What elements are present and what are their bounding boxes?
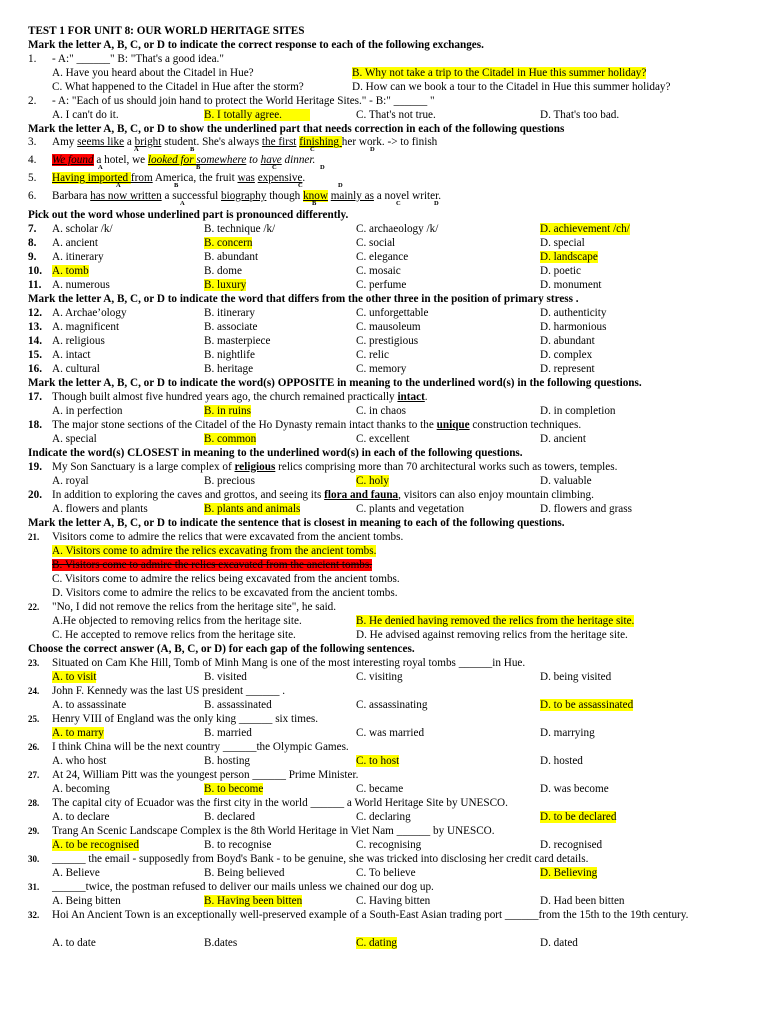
question-number: 26. <box>28 742 40 752</box>
option-b[interactable]: B. associate <box>204 321 258 333</box>
gap-question-list <box>28 656 740 950</box>
question-stem: ______ the email - supposedly from Boyd's Bank - to be genuine, she was tricked into disclosing her credit card details. <box>52 853 589 865</box>
option-a[interactable]: A. to date <box>52 937 96 949</box>
options-29 <box>28 838 740 852</box>
options-1-row1 <box>28 66 740 80</box>
question-number: 8. <box>28 237 37 249</box>
question-stem: Henry VIII of England was the only king ______ six times. <box>52 713 319 725</box>
option-a[interactable]: A. religious <box>52 335 105 347</box>
options-17 <box>28 404 740 418</box>
option-b-correct[interactable]: B. He denied having removed the relics from the heritage site. <box>356 615 635 627</box>
option-d[interactable]: D. in completion <box>540 405 616 417</box>
tag-b: B <box>312 200 317 207</box>
option-c[interactable]: C. memory <box>356 363 407 375</box>
option-d[interactable]: D. flowers and grass <box>540 503 632 515</box>
options-30 <box>28 866 740 880</box>
instruction-opposite: Mark the letter A, B, C, or D to indicate the word(s) OPPOSITE in meaning to the underlined word(s) in the following questions. <box>28 377 642 389</box>
option-c-correct[interactable]: C. holy <box>356 475 389 487</box>
question-stem: - A:" ______" B: "That's a good idea." <box>52 53 224 65</box>
target-word: intact <box>397 391 425 403</box>
option-a-correct[interactable]: A. to marry <box>52 727 104 739</box>
part-d-correct[interactable]: finishing <box>299 136 342 148</box>
instruction-exchanges: Mark the letter A, B, C, or D to indicate the correct response to each of the following exchanges. <box>28 39 484 51</box>
option-d[interactable]: D. poetic <box>540 265 582 277</box>
question-12 <box>28 306 740 320</box>
question-30 <box>28 852 740 866</box>
option-b[interactable]: B. hosting <box>204 755 251 767</box>
question-stem: John F. Kennedy was the last US president ______ . <box>52 685 286 697</box>
part-c[interactable]: was <box>237 172 255 184</box>
option-d[interactable]: D. valuable <box>540 475 592 487</box>
question-21 <box>28 530 740 544</box>
option-c[interactable]: C. elegance <box>356 251 409 263</box>
question-number: 28. <box>28 798 40 808</box>
option-b[interactable]: B. masterpiece <box>204 335 271 347</box>
option-b[interactable]: B.dates <box>204 937 238 949</box>
option-d[interactable]: D. monument <box>540 279 602 291</box>
tag-c: C <box>310 146 315 153</box>
question-number: 17. <box>28 391 42 403</box>
options-18 <box>28 432 740 446</box>
question-number: 32. <box>28 910 40 920</box>
question-18: 18. The major stone sections of the Citadel of the Ho Dynasty remain intact thanks to the unique construction techniques. <box>28 419 582 431</box>
option-c[interactable]: C. That's not true. <box>356 109 436 121</box>
question-number: 16. <box>28 363 42 375</box>
option-d-correct[interactable]: D. achievement /ch/ <box>540 223 630 235</box>
options-27 <box>28 782 740 796</box>
question-number: 6. <box>28 190 37 202</box>
option-a[interactable]: A. flowers and plants <box>52 503 148 515</box>
option-c[interactable]: C. To believe <box>356 867 416 879</box>
option-b[interactable]: B. Visitors come to admire the relics excavated from the ancient tombs. <box>52 559 373 571</box>
part-b[interactable]: from <box>130 172 153 184</box>
tag-b: B <box>196 164 201 171</box>
question-22 <box>28 600 740 614</box>
tag-d: D <box>320 164 325 171</box>
instruction-gap: Choose the correct answer (A, B, C, or D) for each gap of the following sentences. <box>28 643 415 655</box>
option-d[interactable]: D. being visited <box>540 671 612 683</box>
option-d[interactable]: D. represent <box>540 363 595 375</box>
option-b-correct[interactable]: B. plants and animals <box>204 503 301 515</box>
tag-a: A <box>98 164 103 171</box>
question-number: 12. <box>28 307 42 319</box>
option-a[interactable]: A. cultural <box>52 363 100 375</box>
question-29 <box>28 824 740 838</box>
option-d-correct[interactable]: D. landscape <box>540 251 598 263</box>
option-b[interactable]: B. itinerary <box>204 307 255 319</box>
option-c[interactable]: C. unforgettable <box>356 307 429 319</box>
option-a[interactable]: A. I can't do it. <box>52 109 119 121</box>
question-number: 13. <box>28 321 42 333</box>
question-1 <box>28 52 740 66</box>
option-c[interactable]: C. visiting <box>356 671 403 683</box>
tag-d: D <box>338 182 343 189</box>
option-b[interactable]: B. abundant <box>204 251 259 263</box>
question-number: 24. <box>28 686 40 696</box>
question-number: 4. <box>28 154 37 166</box>
option-a[interactable]: A. Being bitten <box>52 895 121 907</box>
question-24 <box>28 684 740 698</box>
tag-d: D <box>370 146 375 153</box>
question-stem: I think China will be the next country ______the Olympic Games. <box>52 741 349 753</box>
option-a[interactable]: A. magnificent <box>52 321 120 333</box>
option-b[interactable]: B. visited <box>204 671 247 683</box>
question-number: 7. <box>28 223 37 235</box>
tag-d: D <box>434 200 439 207</box>
question-8 <box>28 236 740 250</box>
option-d[interactable]: D. authenticity <box>540 307 607 319</box>
option-c[interactable]: C. assassinating <box>356 699 428 711</box>
option-a[interactable]: A. in perfection <box>52 405 123 417</box>
option-c[interactable]: C. was married <box>356 727 425 739</box>
question-11 <box>28 278 740 292</box>
options-2 <box>28 108 740 122</box>
question-27 <box>28 768 740 782</box>
question-number: 3. <box>28 136 37 148</box>
option-a-correct[interactable]: A. tomb <box>52 265 89 277</box>
option-d[interactable]: D. dated <box>540 937 578 949</box>
option-b-correct[interactable]: B. to become <box>204 783 264 795</box>
tag-c: C <box>272 164 277 171</box>
target-word: religious <box>234 461 276 473</box>
options-19 <box>28 474 740 488</box>
option-c[interactable]: C. relic <box>356 349 389 361</box>
part-a[interactable]: has now written <box>90 190 162 202</box>
option-d[interactable]: D. recognised <box>540 839 603 851</box>
option-d[interactable]: D. He advised against removing relics from the heritage site. <box>356 629 628 641</box>
question-number: 29. <box>28 826 40 836</box>
option-c[interactable]: C. Visitors come to admire the relics being excavated from the ancient tombs. <box>52 573 400 585</box>
option-a[interactable]: A. special <box>52 433 97 445</box>
part-d[interactable]: expensive <box>257 172 303 184</box>
question-stem: ______twice, the postman refused to deliver our mails unless we chained our dog up. <box>52 881 434 893</box>
option-c[interactable]: C. He accepted to remove relics from the heritage site. <box>52 629 296 641</box>
part-c[interactable]: somewhere <box>196 154 247 166</box>
tag-a: A <box>180 200 185 207</box>
question-7 <box>28 222 740 236</box>
part-c-correct[interactable]: know <box>303 190 328 202</box>
option-c[interactable]: C. plants and vegetation <box>356 503 465 515</box>
option-b-correct[interactable]: B. common <box>204 433 257 445</box>
question-6: 6. Barbara has now written a successful biography though know mainly as a novel writer. A B C D <box>28 190 442 207</box>
options-24 <box>28 698 740 712</box>
question-stem: Trang An Scenic Landscape Complex is the 8th World Heritage in Viet Nam ______ by UNESCO. <box>52 825 495 837</box>
question-number: 30. <box>28 854 40 864</box>
question-20: 20. In addition to exploring the caves and grottos, and seeing its flora and fauna, visitors can also enjoy mountain climbing. <box>28 489 594 501</box>
option-b-correct[interactable]: B. concern <box>204 237 253 249</box>
question-number: 25. <box>28 714 40 724</box>
option-c[interactable]: C. prestigious <box>356 335 419 347</box>
tag-a: A <box>134 146 139 153</box>
question-number: 15. <box>28 349 42 361</box>
option-b[interactable]: B. technique /k/ <box>204 223 276 235</box>
option-b[interactable]: B. dome <box>204 265 242 277</box>
options-20 <box>28 502 740 516</box>
option-c[interactable]: C. mosaic <box>356 265 401 277</box>
options-23 <box>28 670 740 684</box>
question-2 <box>28 94 740 108</box>
question-stem: - A: "Each of us should join hand to protect the World Heritage Sites." - B:" ______ " <box>52 95 435 107</box>
question-number: 19. <box>28 461 42 473</box>
option-c[interactable]: C. recognising <box>356 839 422 851</box>
option-c[interactable]: C. mausoleum <box>356 321 421 333</box>
option-d[interactable]: D. complex <box>540 349 593 361</box>
question-stem: Situated on Cam Khe Hill, Tomb of Minh Mang is one of the most interesting royal tombs ______in Hue. <box>52 657 526 669</box>
question-number: 31. <box>28 882 40 892</box>
option-d[interactable]: D. harmonious <box>540 321 607 333</box>
options-26 <box>28 754 740 768</box>
option-d[interactable]: D. hosted <box>540 755 583 767</box>
page-title: TEST 1 FOR UNIT 8: OUR WORLD HERITAGE SITES <box>28 25 305 37</box>
part-a[interactable]: seems like <box>77 136 125 148</box>
option-a[interactable]: A. numerous <box>52 279 110 291</box>
question-32 <box>28 908 740 936</box>
option-d[interactable]: D. abundant <box>540 335 595 347</box>
option-b[interactable]: B. Being believed <box>204 867 285 879</box>
part-d[interactable]: have <box>260 154 282 166</box>
question-number: 5. <box>28 172 37 184</box>
option-c[interactable]: C. became <box>356 783 404 795</box>
question-26 <box>28 740 740 754</box>
option-a[interactable]: A. royal <box>52 475 89 487</box>
part-d[interactable]: mainly as <box>330 190 374 202</box>
question-number: 18. <box>28 419 42 431</box>
option-a[interactable]: A. ancient <box>52 237 98 249</box>
question-23 <box>28 656 740 670</box>
options-31 <box>28 894 740 908</box>
question-13 <box>28 320 740 334</box>
part-c[interactable]: the first <box>261 136 297 148</box>
question-number: 1. <box>28 53 37 65</box>
question-stem: The capital city of Ecuador was the first city in the world ______ a World Heritage Site by UNESCO. <box>52 797 508 809</box>
question-5: 5. Having imported from America, the fruit was expensive. A B C D <box>28 172 343 189</box>
option-a[interactable]: A. who host <box>52 755 107 767</box>
option-b-correct[interactable]: B. I totally agree. <box>204 109 282 121</box>
option-a[interactable]: A.He objected to removing relics from the heritage site. <box>52 615 302 627</box>
question-17: 17. Though built almost five hundred years ago, the church remained practically intact. <box>28 391 428 403</box>
question-number: 21. <box>28 532 40 542</box>
option-b-correct[interactable]: B. Having been bitten <box>204 895 303 907</box>
tag-b: B <box>174 182 179 189</box>
option-c-correct[interactable]: C. dating <box>356 937 398 949</box>
option-d[interactable]: D. special <box>540 237 585 249</box>
tag-c: C <box>396 200 401 207</box>
question-14 <box>28 334 740 348</box>
target-word: unique <box>436 419 470 431</box>
options-32 <box>28 936 740 950</box>
option-c[interactable]: C. archaeology /k/ <box>356 223 439 235</box>
part-b-correct[interactable]: looked for <box>147 154 197 166</box>
option-b-correct[interactable]: B. in ruins <box>204 405 251 417</box>
question-19: 19. My Son Sanctuary is a large complex of religious relics comprising more than 70 architectural works such as towers, temples. <box>28 461 618 473</box>
question-number: 23. <box>28 658 40 668</box>
question-number: 27. <box>28 770 40 780</box>
option-b[interactable]: B. precious <box>204 475 255 487</box>
options-25 <box>28 726 740 740</box>
option-c[interactable]: C. Having bitten <box>356 895 431 907</box>
option-d[interactable]: D. marrying <box>540 727 595 739</box>
option-b-correct[interactable]: B. Why not take a trip to the Citadel in Hue this summer holiday? <box>352 67 647 79</box>
question-stem: Hoi An Ancient Town is an exceptionally well-preserved example of a South-East Asian trading port ______from the 15th to the 19th century. <box>52 909 689 921</box>
option-a[interactable]: A. Believe <box>52 867 100 879</box>
option-b-correct[interactable]: B. luxury <box>204 279 247 291</box>
option-b[interactable]: B. heritage <box>204 363 254 375</box>
question-number: 11. <box>28 279 42 291</box>
option-d[interactable]: D. was become <box>540 783 609 795</box>
option-c[interactable]: C. social <box>356 237 396 249</box>
question-stem: Visitors come to admire the relics that were excavated from the ancient tombs. <box>52 531 404 543</box>
question-number: 10. <box>28 265 42 277</box>
instruction-stress: Mark the letter A, B, C, or D to indicate the word that differs from the other three in the position of primary stress . <box>28 293 579 305</box>
option-a[interactable]: A. Visitors come to admire the relics excavating from the ancient tombs. <box>52 545 377 557</box>
question-9 <box>28 250 740 264</box>
option-d-correct[interactable]: D. to be assassinated <box>540 699 634 711</box>
option-a[interactable]: A. Have you heard about the Citadel in Hue? <box>52 67 254 79</box>
question-number: 20. <box>28 489 42 501</box>
option-a[interactable]: A. becoming <box>52 783 110 795</box>
option-d[interactable]: D. Had been bitten <box>540 895 625 907</box>
question-31 <box>28 880 740 894</box>
part-a-wrong[interactable]: We found <box>52 154 94 166</box>
tag-b: B <box>190 146 195 153</box>
target-word: flora and fauna <box>324 489 399 501</box>
option-d-correct[interactable]: D. Believing <box>540 867 598 879</box>
part-a-correct[interactable]: Having imported <box>52 172 131 184</box>
question-number: 9. <box>28 251 37 263</box>
question-number: 22. <box>28 602 40 612</box>
option-a[interactable]: A. to assassinate <box>52 699 127 711</box>
option-b[interactable]: B. assassinated <box>204 699 272 711</box>
option-c[interactable]: C. perfume <box>356 279 407 291</box>
option-d[interactable]: D. How can we book a tour to the Citadel in Hue this summer holiday? <box>352 81 671 93</box>
option-b[interactable]: B. married <box>204 727 252 739</box>
question-number: 14. <box>28 335 42 347</box>
question-28 <box>28 796 740 810</box>
question-16 <box>28 362 740 376</box>
part-b[interactable]: bright <box>134 136 162 148</box>
option-a[interactable]: A. itinerary <box>52 251 104 263</box>
option-a[interactable]: A. to declare <box>52 811 110 823</box>
instruction-closest: Indicate the word(s) CLOSEST in meaning to the underlined word(s) in each of the following questions. <box>28 447 523 459</box>
option-c[interactable]: C. excellent <box>356 433 410 445</box>
option-a[interactable]: A. scholar /k/ <box>52 223 113 235</box>
question-4: 4. We found a hotel, we looked for somewhere to have dinner. A B C D <box>28 154 325 171</box>
question-15 <box>28 348 740 362</box>
question-3: 3. Amy seems like a bright student. She's always the first finishing her work. -> to finish A B C D <box>28 136 438 153</box>
tag-a: A <box>116 182 121 189</box>
question-stem: At 24, William Pitt was the youngest person ______ Prime Minister. <box>52 769 359 781</box>
option-a[interactable]: A. intact <box>52 349 91 361</box>
option-c[interactable]: C. in chaos <box>356 405 407 417</box>
instruction-sentence: Mark the letter A, B, C, or D to indicate the sentence that is closest in meaning to each of the following questions. <box>28 517 565 529</box>
question-number: 2. <box>28 95 37 107</box>
option-b[interactable]: B. declared <box>204 811 255 823</box>
option-a-correct[interactable]: A. to visit <box>52 671 97 683</box>
option-c-correct[interactable]: C. to host <box>356 755 400 767</box>
option-c[interactable]: C. declaring <box>356 811 411 823</box>
instruction-correction: Mark the letter A, B, C, or D to show the underlined part that needs correction in each of the following questions <box>28 123 565 135</box>
options-1-row2 <box>28 80 740 94</box>
question-stem: "No, I did not remove the relics from the heritage site", he said. <box>52 601 337 613</box>
tag-c: C <box>298 182 303 189</box>
option-d[interactable]: D. ancient <box>540 433 586 445</box>
question-10 <box>28 264 740 278</box>
option-d-correct[interactable]: D. to be declared <box>540 811 617 823</box>
part-b[interactable]: biography <box>221 190 267 202</box>
instruction-pronounced: Pick out the word whose underlined part is pronounced differently. <box>28 209 349 221</box>
options-28 <box>28 810 740 824</box>
option-b[interactable]: B. to recognise <box>204 839 272 851</box>
option-c[interactable]: C. What happened to the Citadel in Hue after the storm? <box>52 81 304 93</box>
question-25 <box>28 712 740 726</box>
option-a[interactable]: A. Archae’ology <box>52 307 127 319</box>
option-b[interactable]: B. nightlife <box>204 349 255 361</box>
option-d[interactable]: D. Visitors come to admire the relics to be excavated from the ancient tombs. <box>52 587 398 599</box>
option-d[interactable]: D. That's too bad. <box>540 109 620 121</box>
option-a-correct[interactable]: A. to be recognised <box>52 839 139 851</box>
